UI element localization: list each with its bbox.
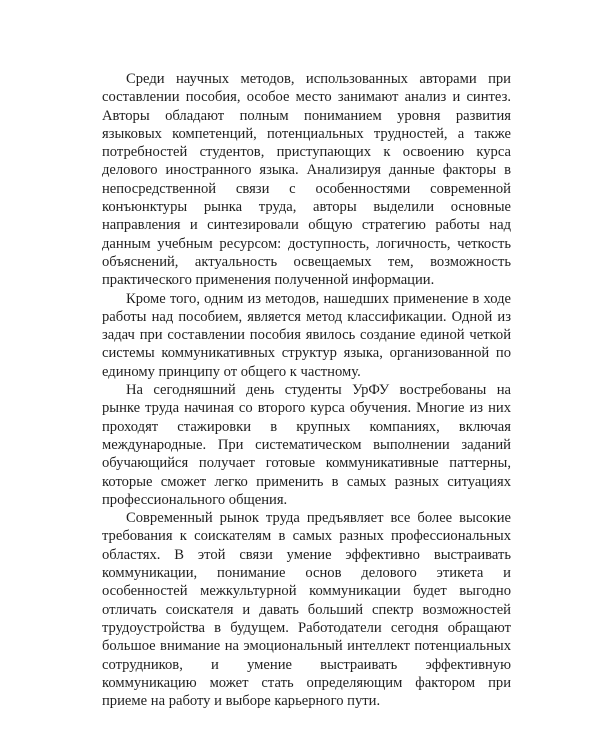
paragraph-1: Среди научных методов, использованных авторами при составлении пособия, особое место занимают анализ и синтез. Авторы обладают полным пониманием уровня развития языковых компетенций, потенциальных трудностей, а также потребностей студентов, приступающих к освоению курса делового иностранного языка. Анализируя данные факторы в непосредственной связи с особенностями современной конъюнктуры рынка труда, авторы выделили основные направления и синтезировали общую стратегию работы над данным учебным ресурсом: доступность, логичность, четкость объяснений, актуальность освещаемых тем, возможность практического применения полученной информации.	[102, 71, 511, 289]
document-page	[102, 70, 511, 710]
paragraph-2: Кроме того, одним из методов, нашедших применение в ходе работы над пособием, является метод классификации. Одной из задач при составлении пособия явилось создание единой четкой системы коммуникативных структур языка, организованной по единому принципу от общего к частному.	[102, 290, 511, 380]
paragraph-3: На сегодняшний день студенты УрФУ востребованы на рынке труда начиная со второго курса обучения. Многие из них проходят стажировки в крупных компаниях, включая международные. При систематическом выполнении заданий обучающийся получает готовые коммуникативные паттерны, которые сможет легко применить в самых разных ситуациях профессионального общения.	[102, 382, 511, 508]
paragraph-4: Современный рынок труда предъявляет все более высокие требования к соискателям в самых разных профессиональных областях. В этой связи умение эффективно выстраивать коммуникации, понимание основ делового этикета и особенностей межкультурной коммуникации будет выгодно отличать соискателя и давать больший спектр возможностей трудоустройства в будущем. Работодатели сегодня обращают большое внимание на эмоциональный интеллект потенциальных сотрудников, и умение выстраивать эффективную коммуникацию может стать определяющим фактором при приеме на работу и выборе карьерного пути.	[102, 510, 511, 710]
